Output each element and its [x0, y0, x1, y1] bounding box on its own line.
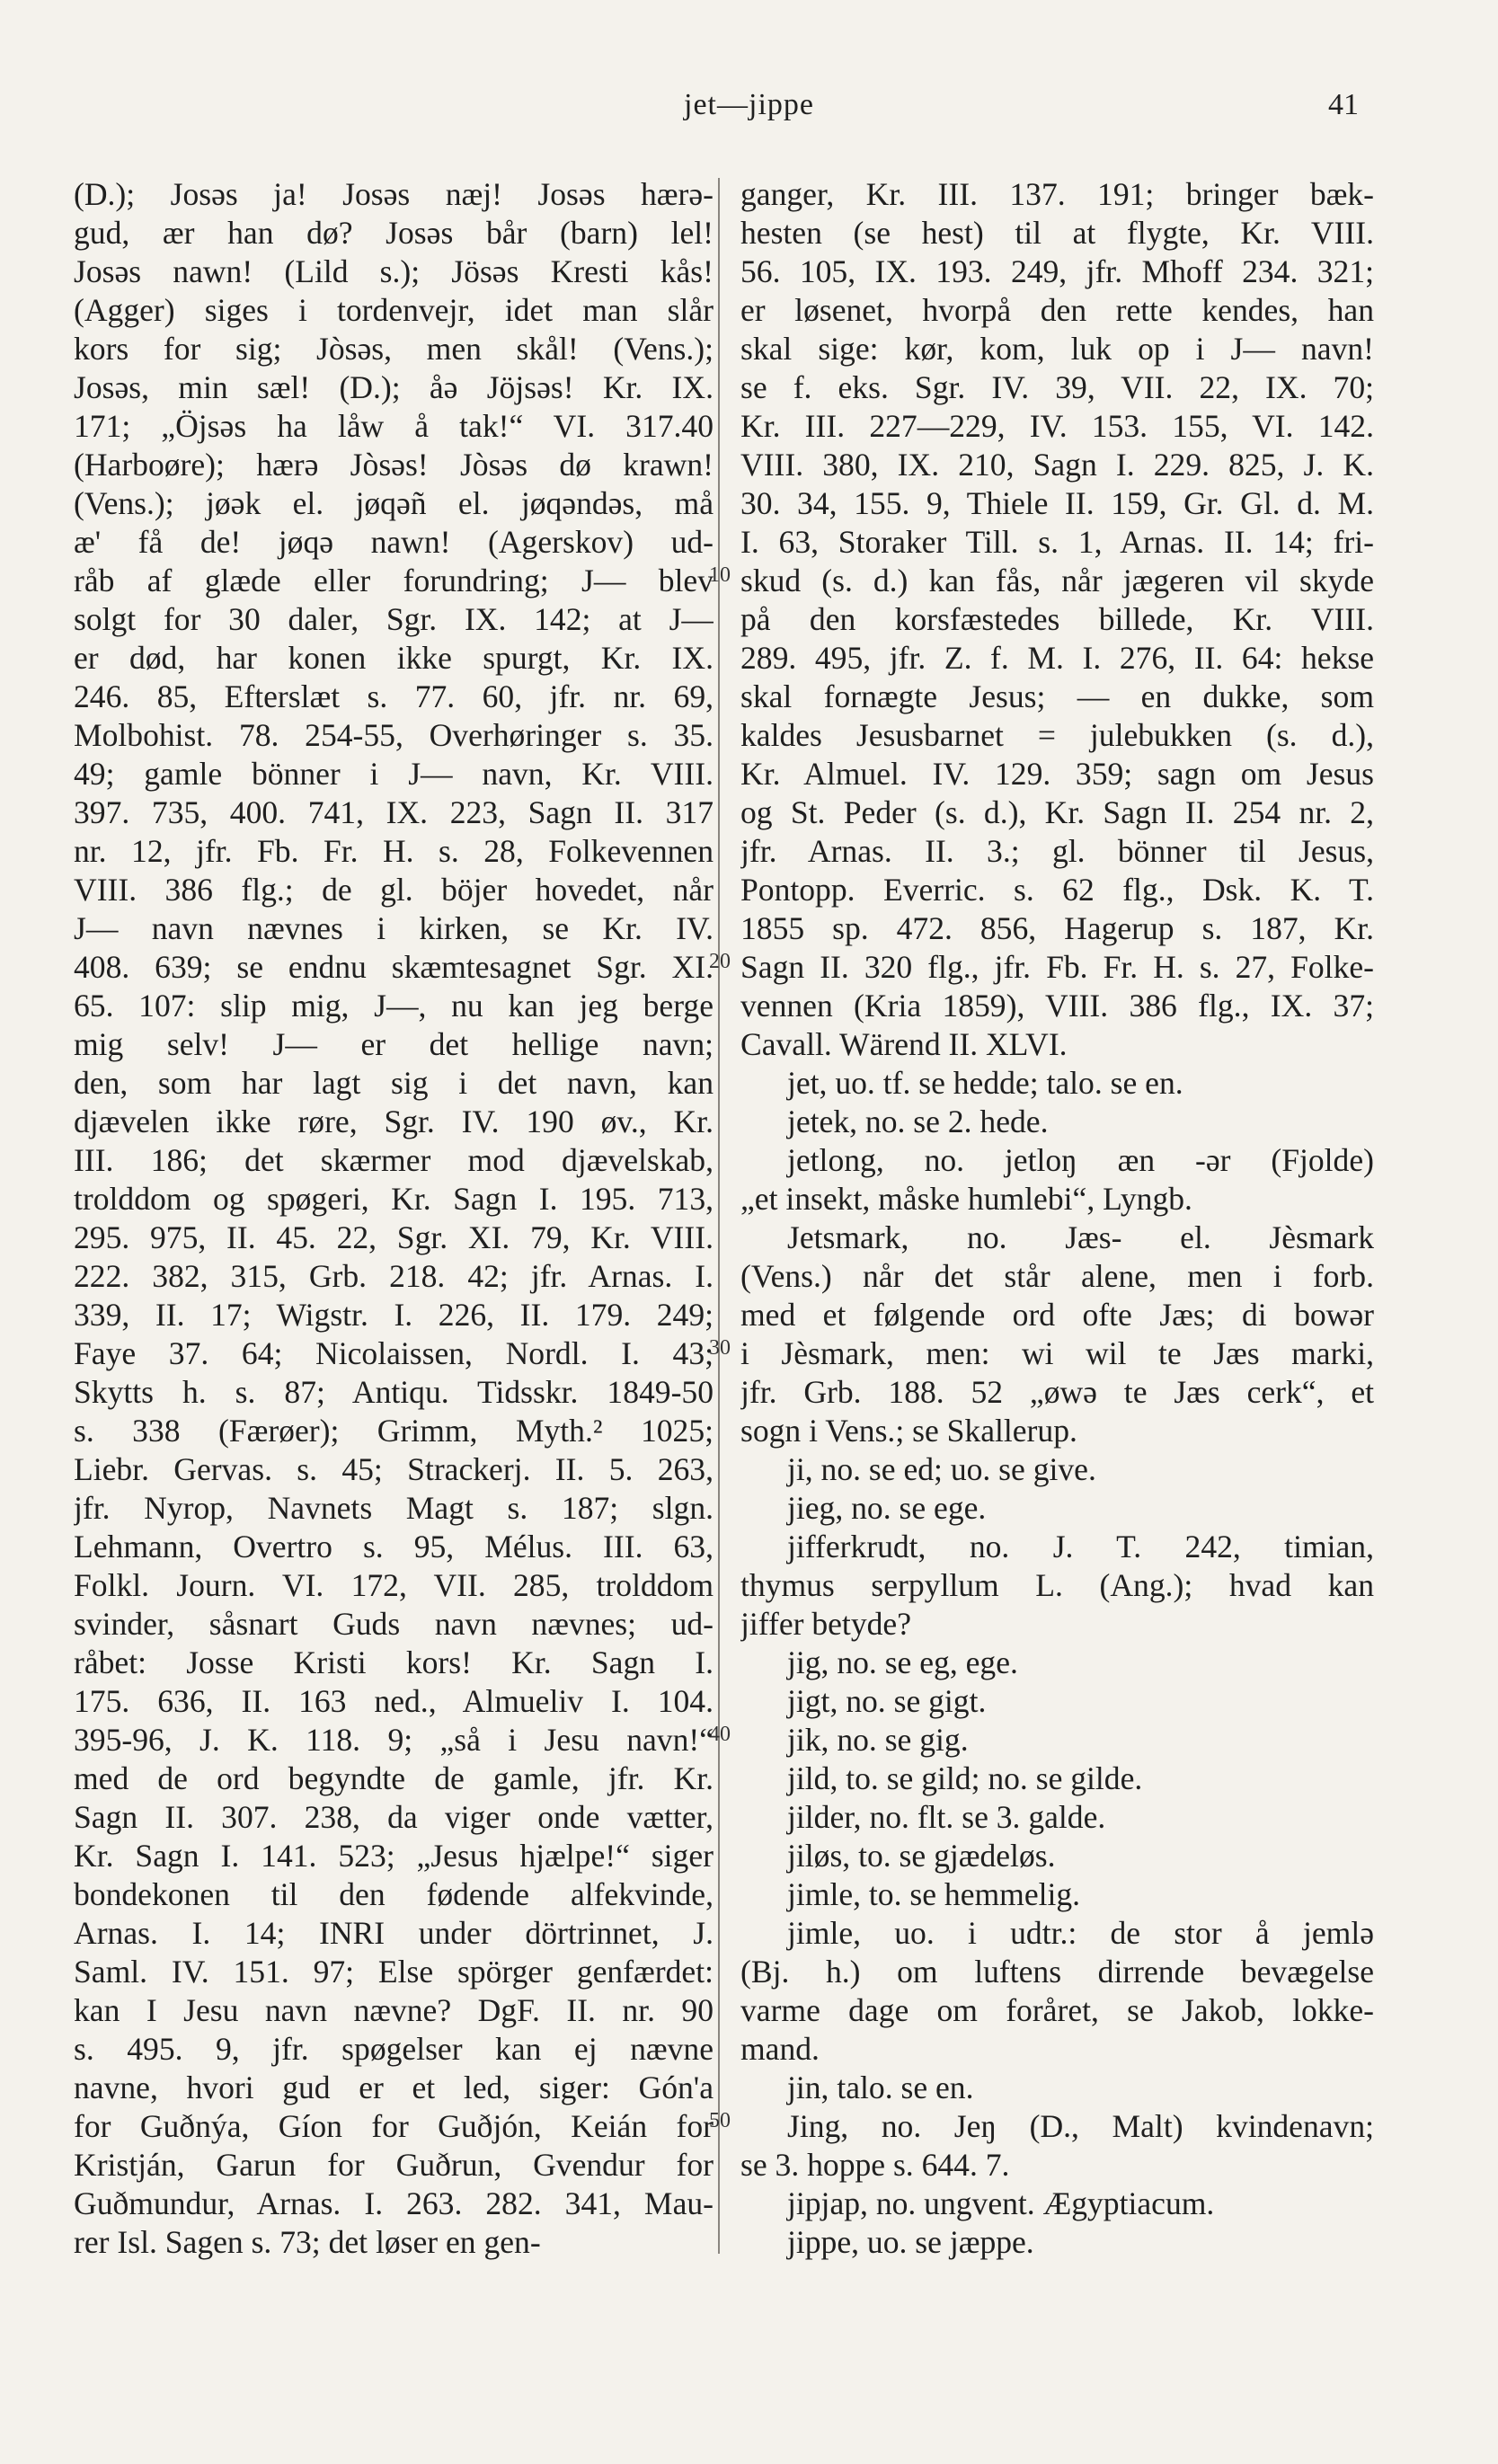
text-line: 171; „Öjsəs ha låw å tak!“ VI. 317.40 [74, 408, 714, 444]
text-line: Skytts h. s. 87; Antiqu. Tidsskr. 1849-50 [74, 1374, 714, 1410]
text-line: jimle, uo. i udtr.: de stor å jemlə [787, 1915, 1374, 1951]
text-line: Kr. Almuel. IV. 129. 359; sagn om Jesus [740, 756, 1374, 792]
text-line: jet, uo. tf. se hedde; talo. se en. [787, 1065, 1183, 1101]
text-line: kan I Jesu navn nævne? DgF. II. nr. 90 [74, 1992, 714, 2028]
text-line: djævelen ikke røre, Sgr. IV. 190 øv., Kr. [74, 1103, 714, 1139]
left-column [74, 175, 714, 2262]
text-line: 1855 sp. 472. 856, Hagerup s. 187, Kr. [740, 910, 1374, 946]
text-line: jig, no. se eg, ege. [787, 1644, 1018, 1680]
text-line: Josəs nawn! (Lild s.); Jösəs Kresti kås! [74, 253, 714, 289]
text-line: kaldes Jesusbarnet = julebukken (s. d.), [740, 717, 1374, 753]
text-line: jetlong, no. jetloŋ æn -ər (Fjolde) [787, 1142, 1374, 1178]
text-line: Jetsmark, no. Jæs- el. Jèsmark [787, 1219, 1374, 1255]
line-marker: 40 [709, 1723, 731, 1746]
text-line: Kr. III. 227—229, IV. 153. 155, VI. 142. [740, 408, 1374, 444]
text-line: Folkl. Journ. VI. 172, VII. 285, trolddom [74, 1567, 714, 1603]
column-divider [718, 178, 720, 2254]
text-line: (Harboøre); hærə Jòsəs! Jòsəs dø krawn! [74, 447, 714, 483]
text-line: jiløs, to. se gjædeløs. [787, 1838, 1056, 1874]
text-line: jetek, no. se 2. hede. [787, 1103, 1049, 1139]
text-line: jifferkrudt, no. J. T. 242, timian, [787, 1529, 1374, 1564]
text-line: svinder, såsnart Guds navn nævnes; ud- [74, 1606, 714, 1642]
text-line: jin, talo. se en. [787, 2070, 974, 2105]
text-line: skud (s. d.) kan fås, når jægeren vil skyde [740, 563, 1374, 598]
text-line: gud, ær han dø? Josəs bår (barn) lel! [74, 215, 714, 251]
text-line: 397. 735, 400. 741, IX. 223, Sagn II. 317 [74, 794, 714, 830]
text-line: jfr. Grb. 188. 52 „øwə te Jæs cerk“, et [740, 1374, 1374, 1410]
text-line: med et følgende ord ofte Jæs; di bowər [740, 1297, 1374, 1333]
text-line: (Agger) siges i tordenvejr, idet man slår [74, 292, 714, 328]
text-line: III. 186; det skærmer mod djævelskab, [74, 1142, 714, 1178]
text-line: jipjap, no. ungvent. Ægyptiacum. [787, 2185, 1215, 2221]
text-line: 65. 107: slip mig, J—, nu kan jeg berge [74, 988, 714, 1024]
line-marker: 50 [709, 2109, 731, 2132]
text-line: jiffer betyde? [740, 1606, 911, 1642]
text-line: 246. 85, Efterslæt s. 77. 60, jfr. nr. 69, [74, 678, 714, 714]
text-line: Guðmundur, Arnas. I. 263. 282. 341, Mau- [74, 2185, 714, 2221]
text-line: 56. 105, IX. 193. 249, jfr. Mhoff 234. 321; [740, 253, 1374, 289]
text-line: VIII. 386 flg.; de gl. böjer hovedet, når [74, 872, 714, 908]
text-line: 30. 34, 155. 9, Thiele II. 159, Gr. Gl. d. M. [740, 485, 1374, 521]
text-line: æ' få de! jøqə nawn! (Agerskov) ud- [74, 524, 714, 560]
text-line: navne, hvori gud er et led, siger: Gón'a [74, 2070, 714, 2105]
text-line: 339, II. 17; Wigstr. I. 226, II. 179. 249; [74, 1297, 714, 1333]
text-line: „et insekt, måske humlebi“, Lyngb. [740, 1181, 1192, 1217]
text-line: s. 495. 9, jfr. spøgelser kan ej nævne [74, 2031, 714, 2067]
page-number: 41 [1328, 88, 1359, 121]
text-line: ji, no. se ed; uo. se give. [787, 1451, 1096, 1487]
text-line: jigt, no. se gigt. [787, 1683, 987, 1719]
text-line: s. 338 (Færøer); Grimm, Myth.² 1025; [74, 1413, 714, 1449]
right-column [740, 175, 1374, 2262]
text-line: jieg, no. se ege. [787, 1490, 987, 1526]
text-line: 175. 636, II. 163 ned., Almueliv I. 104. [74, 1683, 714, 1719]
text-line: med de ord begyndte de gamle, jfr. Kr. [74, 1760, 714, 1796]
text-line: råbet: Josse Kristi kors! Kr. Sagn I. [74, 1644, 714, 1680]
text-line: jilder, no. flt. se 3. galde. [787, 1799, 1106, 1835]
text-line: jfr. Arnas. II. 3.; gl. bönner til Jesus, [740, 833, 1374, 869]
text-line: skal fornægte Jesus; — en dukke, som [740, 678, 1374, 714]
line-marker: 10 [709, 563, 731, 587]
text-line: 295. 975, II. 45. 22, Sgr. XI. 79, Kr. VIII. [74, 1219, 714, 1255]
text-line: Arnas. I. 14; INRI under dörtrinnet, J. [74, 1915, 714, 1951]
text-line: rer Isl. Sagen s. 73; det løser en gen- [74, 2224, 541, 2260]
text-line: Kristján, Garun for Guðrun, Gvendur for [74, 2147, 714, 2183]
text-line: råb af glæde eller forundring; J— blev [74, 563, 714, 598]
text-line: (Bj. h.) om luftens dirrende bevægelse [740, 1954, 1374, 1990]
text-line: Lehmann, Overtro s. 95, Mélus. III. 63, [74, 1529, 714, 1564]
text-line: den, som har lagt sig i det navn, kan [74, 1065, 714, 1101]
text-line: 289. 495, jfr. Z. f. M. I. 276, II. 64: hekse [740, 640, 1374, 676]
text-line: 395-96, J. K. 118. 9; „så i Jesu navn!“ [74, 1722, 714, 1758]
text-line: Pontopp. Everric. s. 62 flg., Dsk. K. T. [740, 872, 1374, 908]
text-line: sogn i Vens.; se Skallerup. [740, 1413, 1077, 1449]
text-line: (Vens.); jøək el. jøqəñ el. jøqəndəs, må [74, 485, 714, 521]
text-line: og St. Peder (s. d.), Kr. Sagn II. 254 nr. 2, [740, 794, 1374, 830]
text-line: 222. 382, 315, Grb. 218. 42; jfr. Arnas. I. [74, 1258, 714, 1294]
text-line: vennen (Kria 1859), VIII. 386 flg., IX. 37; [740, 988, 1374, 1024]
text-line: i Jèsmark, men: wi wil te Jæs marki, [740, 1335, 1374, 1371]
text-line: Cavall. Wärend II. XLVI. [740, 1026, 1068, 1062]
text-line: I. 63, Storaker Till. s. 1, Arnas. II. 14; fri- [740, 524, 1374, 560]
running-head-title: jet—jippe [684, 88, 814, 121]
text-line: 408. 639; se endnu skæmtesagnet Sgr. XI. [74, 949, 714, 985]
text-line: Saml. IV. 151. 97; Else spörger genfærdet: [74, 1954, 714, 1990]
text-line: mand. [740, 2031, 820, 2067]
running-head [0, 88, 1498, 133]
text-line: Liebr. Gervas. s. 45; Strackerj. II. 5. 263, [74, 1451, 714, 1487]
text-line: jik, no. se gig. [787, 1722, 969, 1758]
text-line: Jing, no. Jeŋ (D., Malt) kvindenavn; [787, 2108, 1374, 2144]
text-line: på den korsfæstedes billede, Kr. VIII. [740, 601, 1374, 637]
text-line: solgt for 30 daler, Sgr. IX. 142; at J— [74, 601, 714, 637]
text-line: ganger, Kr. III. 137. 191; bringer bæk- [740, 176, 1374, 212]
text-line: VIII. 380, IX. 210, Sagn I. 229. 825, J. K. [740, 447, 1374, 483]
text-line: thymus serpyllum L. (Ang.); hvad kan [740, 1567, 1374, 1603]
text-line: mig selv! J— er det hellige navn; [74, 1026, 714, 1062]
text-line: Sagn II. 307. 238, da viger onde vætter, [74, 1799, 714, 1835]
text-line: (D.); Josəs ja! Josəs næj! Josəs hærə- [74, 176, 714, 212]
text-line: jimle, to. se hemmelig. [787, 1876, 1081, 1912]
text-line: J— navn nævnes i kirken, se Kr. IV. [74, 910, 714, 946]
text-line: jippe, uo. se jæppe. [787, 2224, 1034, 2260]
text-line: 49; gamle bönner i J— navn, Kr. VIII. [74, 756, 714, 792]
text-line: varme dage om foråret, se Jakob, lokke- [740, 1992, 1374, 2028]
text-line: Josəs, min sæl! (D.); åə Jöjsəs! Kr. IX. [74, 369, 714, 405]
text-line: jild, to. se gild; no. se gilde. [787, 1760, 1143, 1796]
text-line: trolddom og spøgeri, Kr. Sagn I. 195. 713, [74, 1181, 714, 1217]
line-marker: 30 [709, 1336, 731, 1360]
text-line: se 3. hoppe s. 644. 7. [740, 2147, 1010, 2183]
text-line: hesten (se hest) til at flygte, Kr. VIII. [740, 215, 1374, 251]
text-line: kors for sig; Jòsəs, men skål! (Vens.); [74, 331, 714, 367]
text-line: Sagn II. 320 flg., jfr. Fb. Fr. H. s. 27, Folke- [740, 949, 1374, 985]
text-line: (Vens.) når det står alene, men i forb. [740, 1258, 1374, 1294]
text-line: for Guðnýa, Gíon for Guðjón, Keián for [74, 2108, 714, 2144]
text-line: er død, har konen ikke spurgt, Kr. IX. [74, 640, 714, 676]
text-line: er løsenet, hvorpå den rette kendes, han [740, 292, 1374, 328]
text-line: Faye 37. 64; Nicolaissen, Nordl. I. 43; [74, 1335, 714, 1371]
text-line: jfr. Nyrop, Navnets Magt s. 187; slgn. [74, 1490, 714, 1526]
line-marker: 20 [709, 950, 731, 973]
text-line: bondekonen til den fødende alfekvinde, [74, 1876, 714, 1912]
text-line: se f. eks. Sgr. IV. 39, VII. 22, IX. 70; [740, 369, 1374, 405]
text-line: Molbohist. 78. 254-55, Overhøringer s. 35. [74, 717, 714, 753]
text-line: Kr. Sagn I. 141. 523; „Jesus hjælpe!“ siger [74, 1838, 714, 1874]
text-line: skal sige: kør, kom, luk op i J— navn! [740, 331, 1374, 367]
text-line: nr. 12, jfr. Fb. Fr. H. s. 28, Folkevennen [74, 833, 714, 869]
